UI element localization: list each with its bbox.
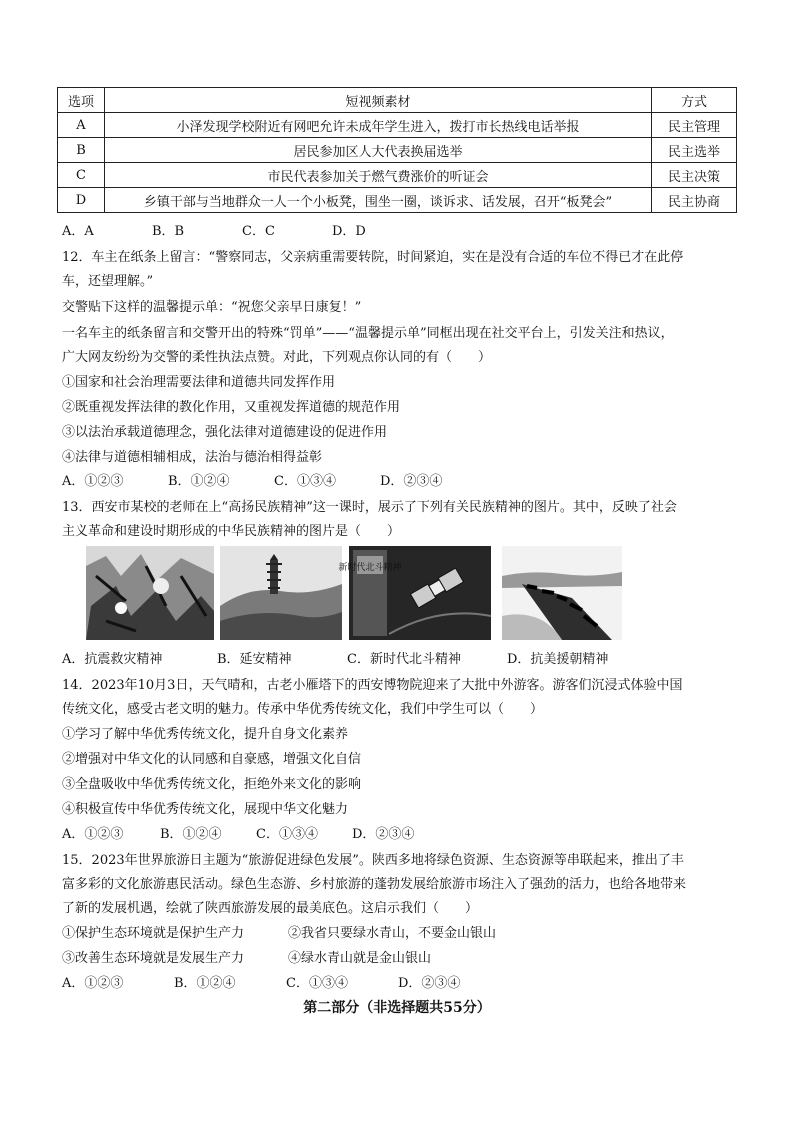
table-cell-method: 民主决策 — [652, 163, 737, 188]
part2-heading: 第二部分（非选择题共55分） — [303, 1000, 491, 1016]
q14-item: ①学习了解中华优秀传统文化，提升自身文化素养 — [62, 727, 349, 742]
q11-choices — [62, 220, 366, 239]
table-cell-material: 乡镇干部与当地群众一人一个小板凳，围坐一圈，谈诉求、话发展，召开“板凳会” — [105, 188, 652, 213]
table-cell-material: 小泽发现学校附近有网吧允许未成年学生进入，拨打市长热线电话举报 — [105, 113, 652, 138]
q15-items-row — [62, 922, 496, 941]
q15-item: ③改善生态环境就是发展生产力 — [62, 951, 245, 966]
table-cell-material: 居民参加区人大代表换届选举 — [105, 138, 652, 163]
table-row — [58, 138, 737, 163]
q12-stem-line: 一名车主的纸条留言和交警开出的特殊“罚单”——“温馨提示单”同框出现在社交平台上，引发关注和热议， — [62, 326, 674, 341]
q14-stem-line: 14．2023年10月3日，天气晴和，古老小雁塔下的西安博物院迎来了大批中外游客。游客们沉浸式体验中国 — [62, 678, 683, 693]
choice: A．①②③ — [62, 827, 124, 842]
table-row — [58, 188, 737, 213]
q15-stem-line: 15．2023年世界旅游日主题为“旅游促进绿色发展”。陕西多地将绿色资源、生态资源等串联起来，推出了丰 — [62, 853, 684, 868]
q12-stem-line: 广大网友纷纷为交警的柔性执法点赞。对此，下列观点你认同的有（ ） — [62, 350, 492, 365]
choice: D．②③④ — [352, 827, 415, 842]
q14-item: ④积极宣传中华优秀传统文化，展现中华文化魅力 — [62, 802, 349, 817]
q14-item: ②增强对中华文化的认同感和自豪感，增强文化自信 — [62, 752, 362, 767]
table-cell-option: B — [58, 138, 105, 163]
table-cell-material: 市民代表参加关于燃气费涨价的听证会 — [105, 163, 652, 188]
q15-choices — [62, 972, 460, 991]
q13-stem-line: 主义革命和建设时期形成的中华民族精神的图片是（ ） — [62, 524, 401, 539]
q15-item: ②我省只要绿水青山，不要金山银山 — [288, 926, 497, 941]
choice: B．B — [152, 224, 185, 239]
earthquake-relief-photo — [86, 546, 214, 640]
q12-item: ③以法治承载道德理念，强化法律对道德建设的促进作用 — [62, 425, 388, 440]
table-row — [58, 113, 737, 138]
choice: B．①②④ — [160, 827, 222, 842]
q14-choices — [62, 823, 414, 842]
q12-item: ②既重视发挥法律的教化作用，又重视发挥道德的规范作用 — [62, 400, 401, 415]
yanan-pagoda-photo — [220, 546, 342, 640]
choice: D．抗美援朝精神 — [507, 652, 609, 667]
choice: B．①②④ — [168, 474, 230, 489]
q14-item: ③全盘吸收中华优秀传统文化，拒绝外来文化的影响 — [62, 777, 362, 792]
q13-stem-line: 13．西安市某校的老师在上“高扬民族精神”这一课时，展示了下列有关民族精神的图片。其中，反映了社会 — [62, 500, 677, 515]
q15-stem-line: 富多彩的文化旅游惠民活动。绿色生态游、乡村旅游的蓬勃发展给旅游市场注入了强劲的活力，也给各地带来 — [62, 877, 687, 892]
table-cell-method: 民主协商 — [652, 188, 737, 213]
q12-item: ①国家和社会治理需要法律和道德共同发挥作用 — [62, 375, 336, 390]
choice: C．①③④ — [256, 827, 318, 842]
beidou-satellite-photo — [338, 546, 491, 640]
choice: A．抗震救灾精神 — [62, 652, 163, 667]
table-cell-method: 民主管理 — [652, 113, 737, 138]
choice: C．新时代北斗精神 — [347, 652, 461, 667]
choice: C．C — [242, 224, 275, 239]
q12-item: ④法律与道德相辅相成，法治与德治相得益彰 — [62, 450, 323, 465]
q12-stem-line: 交警贴下这样的温馨提示单：“祝您父亲早日康复！” — [62, 300, 362, 315]
korean-war-photo — [502, 546, 622, 640]
table-header: 短视频素材 — [105, 88, 652, 113]
q12-stem-line: 车，还望理解。” — [62, 274, 154, 289]
choice: B．延安精神 — [217, 652, 292, 667]
q15-item: ①保护生态环境就是保护生产力 — [62, 926, 245, 941]
choice: B．①②④ — [174, 976, 236, 991]
table-cell-option: C — [58, 163, 105, 188]
q15-items-row — [62, 947, 431, 966]
q15-stem-line: 了新的发展机遇，绘就了陕西旅游发展的最美底色。这启示我们（ ） — [62, 901, 479, 916]
choice: C．①③④ — [274, 474, 336, 489]
table-cell-method: 民主选举 — [652, 138, 737, 163]
choice: C．①③④ — [286, 976, 348, 991]
table-header-row — [58, 88, 737, 113]
table-header: 选项 — [58, 88, 105, 113]
choice: A．A — [62, 224, 94, 239]
q12-stem-line: 12．车主在纸条上留言：“警察同志，父亲病重需要转院，时间紧迫，实在是没有合适的车位不得已才在此停 — [62, 250, 684, 265]
q12-choices — [62, 470, 442, 489]
choice: D．②③④ — [380, 474, 443, 489]
q15-item: ④绿水青山就是金山银山 — [288, 951, 432, 966]
table-row — [58, 163, 737, 188]
choice: D．D — [332, 224, 366, 239]
table-cell-option: D — [58, 188, 105, 213]
choice: D．②③④ — [398, 976, 461, 991]
options-table — [57, 87, 737, 213]
table-header: 方式 — [652, 88, 737, 113]
choice: A．①②③ — [62, 474, 124, 489]
q14-stem-line: 传统文化，感受古老文明的魅力。传承中华优秀传统文化，我们中学生可以（ ） — [62, 702, 544, 717]
photo-caption-text: 新时代北斗精神 — [338, 563, 402, 573]
q13-choices — [62, 648, 608, 667]
table-cell-option: A — [58, 113, 105, 138]
choice: A．①②③ — [62, 976, 124, 991]
